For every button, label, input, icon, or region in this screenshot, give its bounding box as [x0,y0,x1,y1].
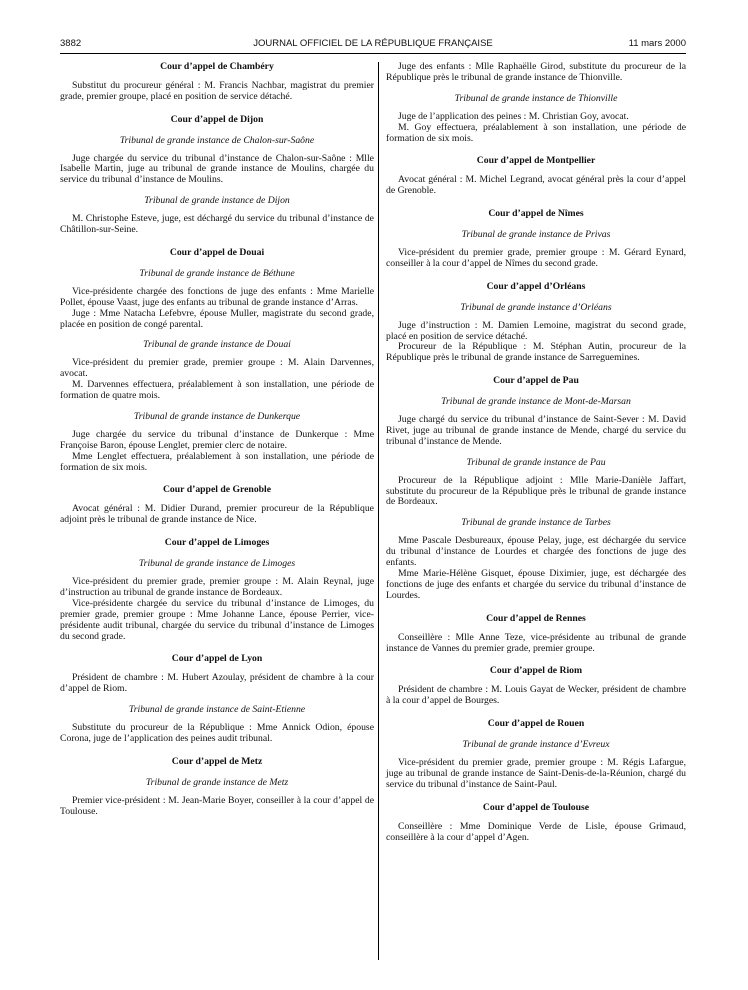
tribunal-heading: Tribunal de grande instance de Metz [145,776,289,788]
paragraph: Juge chargée du service du tribunal d’instance de Chalon-sur-Saône : Mlle Isabelle Martin, juge au tribunal de grande instance de Moulins, chargée du service du tribunal d’instance de Moulins. [60,152,374,186]
tribunal-heading: Tribunal de grande instance de Dunkerque [133,410,301,422]
court-heading: Cour d’appel de Lyon [171,653,263,665]
paragraph: Substitut du procureur général : M. Francis Nachbar, magistrat du premier grade, premier groupe, placé en position de service détaché. [60,79,374,102]
paragraph: Juge chargée du service du tribunal d’instance de Dunkerque : Mme Françoise Baron, épouse Lenglet, premier clerc de notaire. [60,428,374,451]
paragraph: M. Christophe Esteve, juge, est déchargé du service du tribunal d’instance de Châtillon-sur-Seine. [60,213,374,236]
paragraph: Mme Marie-Hélène Gisquet, épouse Diximier, juge, est déchargée des fonctions de juge des enfants et chargée du service du tribunal d’instance de Lourdes. [386,568,686,601]
court-heading: Cour d’appel de Montpellier [476,155,596,167]
paragraph: Juge : Mme Natacha Lefebvre, épouse Muller, magistrate du second grade, placée en position de congé parental. [60,307,374,330]
column-divider [378,62,379,960]
court-heading: Cour d’appel de Riom [489,665,583,677]
paragraph: Procureur de la République : M. Stéphan Autin, procureur de la République près le tribunal de grande instance de Sarreguemines. [386,341,686,364]
court-heading: Cour d’appel de Chambéry [160,61,274,72]
header-rule [60,53,686,54]
court-heading: Cour d’appel de Nîmes [488,208,584,220]
paragraph: Vice-présidente chargée du service du tribunal d’instance de Limoges, du premier grade, premier groupe : Mme Johanne Lance, épouse Perrier, vice-présidente audit tribunal, chargée du service du tribunal d’instance de Limoges du second grade. [60,597,374,642]
tribunal-heading: Tribunal de grande instance de Mont-de-Marsan [441,396,631,408]
court-heading: Cour d’appel de Grenoble [162,484,272,496]
court-heading: Cour d’appel de Rouen [487,718,585,730]
paragraph: Juge d’instruction : M. Damien Lemoine, magistrat du second grade, placé en position de service détaché. [386,319,686,342]
paragraph: Juge chargé du service du tribunal d’instance de Saint-Sever : M. David Rivet, juge au tribunal de grande instance de Mende, chargé du service du tribunal d’instance de Mende. [386,414,686,447]
tribunal-heading: Tribunal de grande instance de Dijon [144,195,290,207]
paragraph: Conseillère : Mme Dominique Verde de Lisle, épouse Grimaud, conseillère à la cour d’appel d’Agen. [386,820,686,843]
paragraph: Vice-président du premier grade, premier groupe : M. Régis Lafargue, juge au tribunal de grande instance de Saint-Denis-de-la-Réunion, chargé du service du tribunal d’instance de Saint-Paul. [386,756,686,790]
paragraph: Premier vice-président : M. Jean-Marie Boyer, conseiller à la cour d’appel de Toulouse. [60,794,374,817]
paragraph: Vice-président du premier grade, premier groupe : M. Gérard Eynard, conseiller à la cour d’appel de Nîmes du second grade. [386,246,686,269]
journal-title: JOURNAL OFFICIEL DE LA RÉPUBLIQUE FRANÇAISE [253,38,493,49]
tribunal-heading: Tribunal de grande instance de Chalon-sur-Saône [119,134,315,146]
paragraph: Juge de l’application des peines : M. Christian Goy, avocat. [398,110,629,122]
paragraph: M. Goy effectuera, préalablement à son installation, une période de formation de six mois. [386,121,686,144]
tribunal-heading: Tribunal de grande instance de Limoges [138,558,296,570]
court-heading: Cour d’appel de Douai [169,246,265,258]
court-heading: Cour d’appel de Limoges [164,537,270,549]
tribunal-heading: Tribunal de grande instance d’Evreux [462,739,610,751]
page-header [60,38,686,52]
tribunal-heading: Tribunal de grande instance de Thionville [454,92,618,104]
court-heading: Cour d’appel de Dijon [170,113,264,125]
tribunal-heading: Tribunal de grande instance d’Orléans [460,301,612,313]
tribunal-heading: Tribunal de grande instance de Saint-Etienne [128,704,306,716]
paragraph: Avocat général : M. Michel Legrand, avocat général près la cour d’appel de Grenoble. [386,174,686,197]
tribunal-heading: Tribunal de grande instance de Pau [466,456,606,468]
court-heading: Cour d’appel d’Orléans [486,280,586,292]
paragraph: Vice-président du premier grade, premier groupe : M. Alain Darvennes, avocat. [60,357,374,380]
court-heading: Cour d’appel de Rennes [486,612,586,624]
court-heading: Cour d’appel de Toulouse [482,801,590,813]
paragraph: Président de chambre : M. Hubert Azoulay, président de chambre à la cour d’appel de Riom. [60,672,374,695]
paragraph: Mme Lenglet effectuera, préalablement à son installation, une période de formation de six mois. [60,450,374,473]
court-heading: Cour d’appel de Pau [493,375,579,387]
court-heading: Cour d’appel de Metz [171,755,263,767]
issue-date: 11 mars 2000 [628,38,686,49]
left-column [60,62,374,818]
tribunal-heading: Tribunal de grande instance de Béthune [139,267,295,279]
paragraph: Mme Pascale Desbureaux, épouse Pelay, juge, est déchargée du service du tribunal d’instance de Lourdes et chargée des fonctions de juge des enfants. [386,535,686,569]
tribunal-heading: Tribunal de grande instance de Douai [143,339,291,351]
page-number: 3882 [60,38,82,49]
right-column [386,62,686,843]
paragraph: Avocat général : M. Didier Durand, premier procureur de la République adjoint près le tribunal de grande instance de Nice. [60,503,374,526]
paragraph: Juge des enfants : Mlle Raphaëlle Girod, substitute du procureur de la République près le tribunal de grande instance de Thionville. [386,61,686,83]
tribunal-heading: Tribunal de grande instance de Privas [461,229,611,241]
paragraph: Vice-présidente chargée des fonctions de juge des enfants : Mme Marielle Pollet, épouse Vaast, juge des enfants au tribunal de grande instance d’Arras. [60,285,374,308]
paragraph: Vice-président du premier grade, premier groupe : M. Alain Reynal, juge d’instruction au tribunal de grande instance de Bordeaux. [60,576,374,598]
paragraph: M. Darvennes effectuera, préalablement à son installation, une période de formation de quatre mois. [60,379,374,402]
paragraph: Président de chambre : M. Louis Gayat de Wecker, président de chambre à la cour d’appel de Bourges. [386,684,686,707]
paragraph: Substitute du procureur de la République : Mme Annick Odion, épouse Corona, juge de l’application des peines audit tribunal. [60,722,374,744]
tribunal-heading: Tribunal de grande instance de Tarbes [461,517,611,529]
paragraph: Conseillère : Mlle Anne Teze, vice-présidente au tribunal de grande instance de Vannes du premier grade, premier groupe. [386,631,686,654]
paragraph: Procureur de la République adjoint : Mlle Marie-Danièle Jaffart, substitute du procureur de la République près le tribunal de grande instance de Bordeaux. [386,474,686,508]
